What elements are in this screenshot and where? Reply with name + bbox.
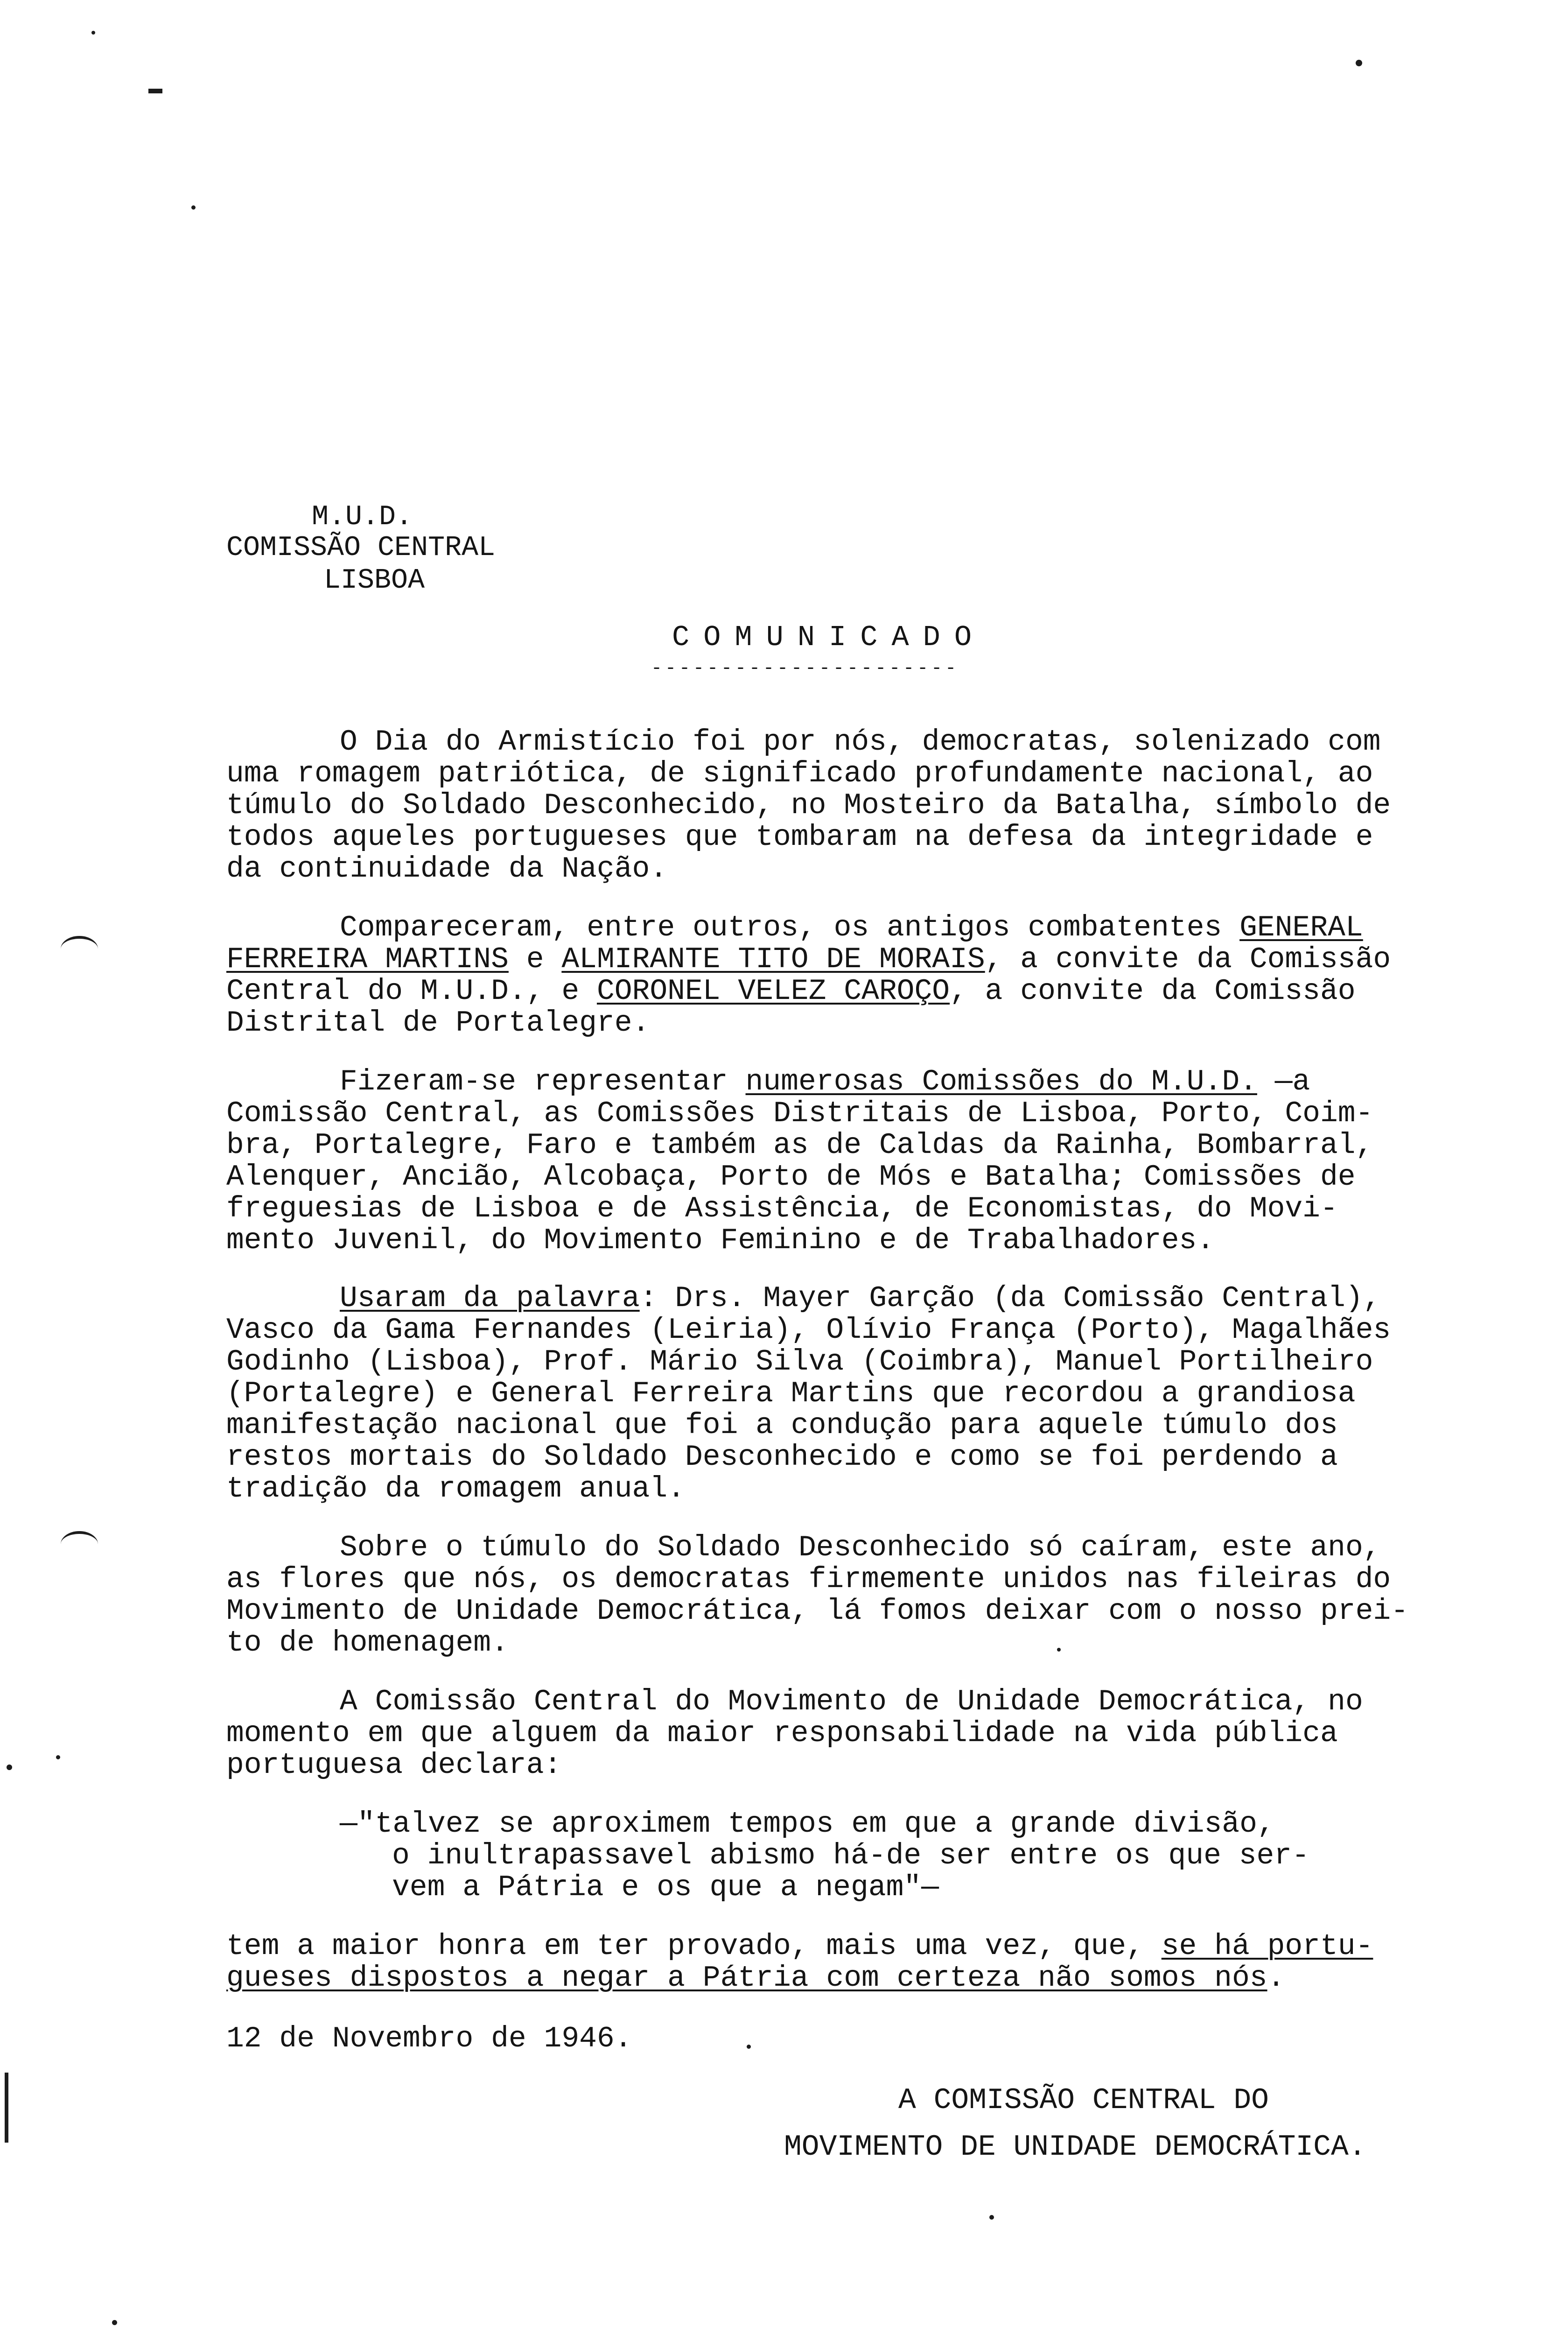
- margin-speck: [91, 31, 95, 35]
- p4-line-5: manifestação nacional que foi a condução para aquele túmulo dos: [226, 1409, 1338, 1442]
- p5-line-2: as flores que nós, os democratas firmemente unidos nas fileiras do: [226, 1563, 1391, 1596]
- p4-line-7: tradição da romagem anual.: [226, 1472, 685, 1505]
- p1-line-1: O Dia do Armistício foi por nós, democratas, solenizado com: [340, 725, 1381, 759]
- p1-line-2: uma romagem patriótica, de significado profundamente nacional, ao: [226, 757, 1373, 790]
- margin-mark: [5, 2073, 8, 2143]
- header-commission: COMISSÃO CENTRAL: [226, 532, 496, 564]
- p6-line-1: A Comissão Central do Movimento de Unidade Democrática, no: [340, 1685, 1363, 1718]
- p4-line-6: restos mortais do Soldado Desconhecido e como se foi perdendo a: [226, 1441, 1338, 1474]
- margin-hole-mark: [61, 1531, 98, 1557]
- header-org: M.U.D.: [312, 501, 413, 533]
- header-city: LISBOA: [324, 565, 425, 597]
- p6-line-2: momento em que alguem da maior responsabilidade na vida pública: [226, 1717, 1338, 1750]
- title-rule: ----------------------: [651, 658, 959, 679]
- p2-line-1: Compareceram, entre outros, os antigos combatentes GENERAL: [340, 911, 1363, 944]
- signature-line-1: A COMISSÃO CENTRAL DO: [898, 2084, 1269, 2117]
- margin-speck: [112, 2320, 117, 2325]
- p7-line-1: tem a maior honra em ter provado, mais uma vez, que, se há portu-: [226, 1930, 1373, 1963]
- p5-line-4: to de homenagem.: [226, 1626, 509, 1659]
- p4-line-4: (Portalegre) e General Ferreira Martins que recordou a grandiosa: [226, 1377, 1356, 1410]
- margin-speck: [191, 205, 196, 210]
- p6-line-3: portuguesa declara:: [226, 1749, 562, 1782]
- margin-speck: [7, 1765, 12, 1770]
- margin-hole-mark: [61, 936, 98, 962]
- p1-line-3: túmulo do Soldado Desconhecido, no Mosteiro da Batalha, símbolo de: [226, 789, 1391, 822]
- quote-line-1: —"talvez se aproximem tempos em que a grande divisão,: [340, 1807, 1275, 1841]
- quote-line-2: o inultrapassavel abismo há-de ser entre os que ser-: [392, 1839, 1309, 1872]
- p5-line-1: Sobre o túmulo do Soldado Desconhecido só caíram, este ano,: [340, 1531, 1381, 1564]
- margin-speck: [56, 1755, 60, 1759]
- margin-speck: [1057, 1648, 1061, 1652]
- document-date: 12 de Novembro de 1946.: [226, 2022, 632, 2055]
- margin-speck: [1356, 60, 1362, 66]
- p4-line-2: Vasco da Gama Fernandes (Leiria), Olívio França (Porto), Magalhães: [226, 1314, 1391, 1347]
- p3-line-6: mento Juvenil, do Movimento Feminino e de Trabalhadores.: [226, 1224, 1215, 1257]
- p5-line-3: Movimento de Unidade Democrática, lá fomos deixar com o nosso prei-: [226, 1595, 1409, 1628]
- p1-line-5: da continuidade da Nação.: [226, 852, 668, 886]
- document-title: COMUNICADO: [672, 621, 986, 654]
- quote-line-3: vem a Pátria e os que a negam"—: [392, 1871, 939, 1904]
- margin-speck: [747, 2045, 751, 2049]
- p3-line-2: Comissão Central, as Comissões Distritais de Lisboa, Porto, Coim-: [226, 1097, 1373, 1130]
- p4-line-1: Usaram da palavra: Drs. Mayer Garção (da Comissão Central),: [340, 1282, 1381, 1315]
- p3-line-4: Alenquer, Ancião, Alcobaça, Porto de Mós e Batalha; Comissões de: [226, 1160, 1356, 1194]
- p2-line-4: Distrital de Portalegre.: [226, 1006, 650, 1040]
- p2-line-3: Central do M.U.D., e CORONEL VELEZ CAROÇO, a convite da Comissão: [226, 975, 1356, 1008]
- p1-line-4: todos aqueles portugueses que tombaram na defesa da integridade e: [226, 821, 1373, 854]
- p3-line-3: bra, Portalegre, Faro e também as de Caldas da Rainha, Bombarral,: [226, 1129, 1373, 1162]
- margin-mark: [148, 89, 162, 93]
- p3-line-5: freguesias de Lisboa e de Assistência, de Economistas, do Movi-: [226, 1192, 1338, 1225]
- signature-line-2: MOVIMENTO DE UNIDADE DEMOCRÁTICA.: [784, 2130, 1366, 2164]
- margin-speck: [989, 2215, 994, 2220]
- p2-line-2: FERREIRA MARTINS e ALMIRANTE TITO DE MORAIS, a convite da Comissão: [226, 943, 1391, 976]
- p3-line-1: Fizeram-se representar numerosas Comissões do M.U.D. —a: [340, 1065, 1310, 1098]
- p4-line-3: Godinho (Lisboa), Prof. Mário Silva (Coimbra), Manuel Portilheiro: [226, 1345, 1373, 1378]
- p7-line-2: gueses dispostos a negar a Pátria com certeza não somos nós.: [226, 1961, 1285, 1995]
